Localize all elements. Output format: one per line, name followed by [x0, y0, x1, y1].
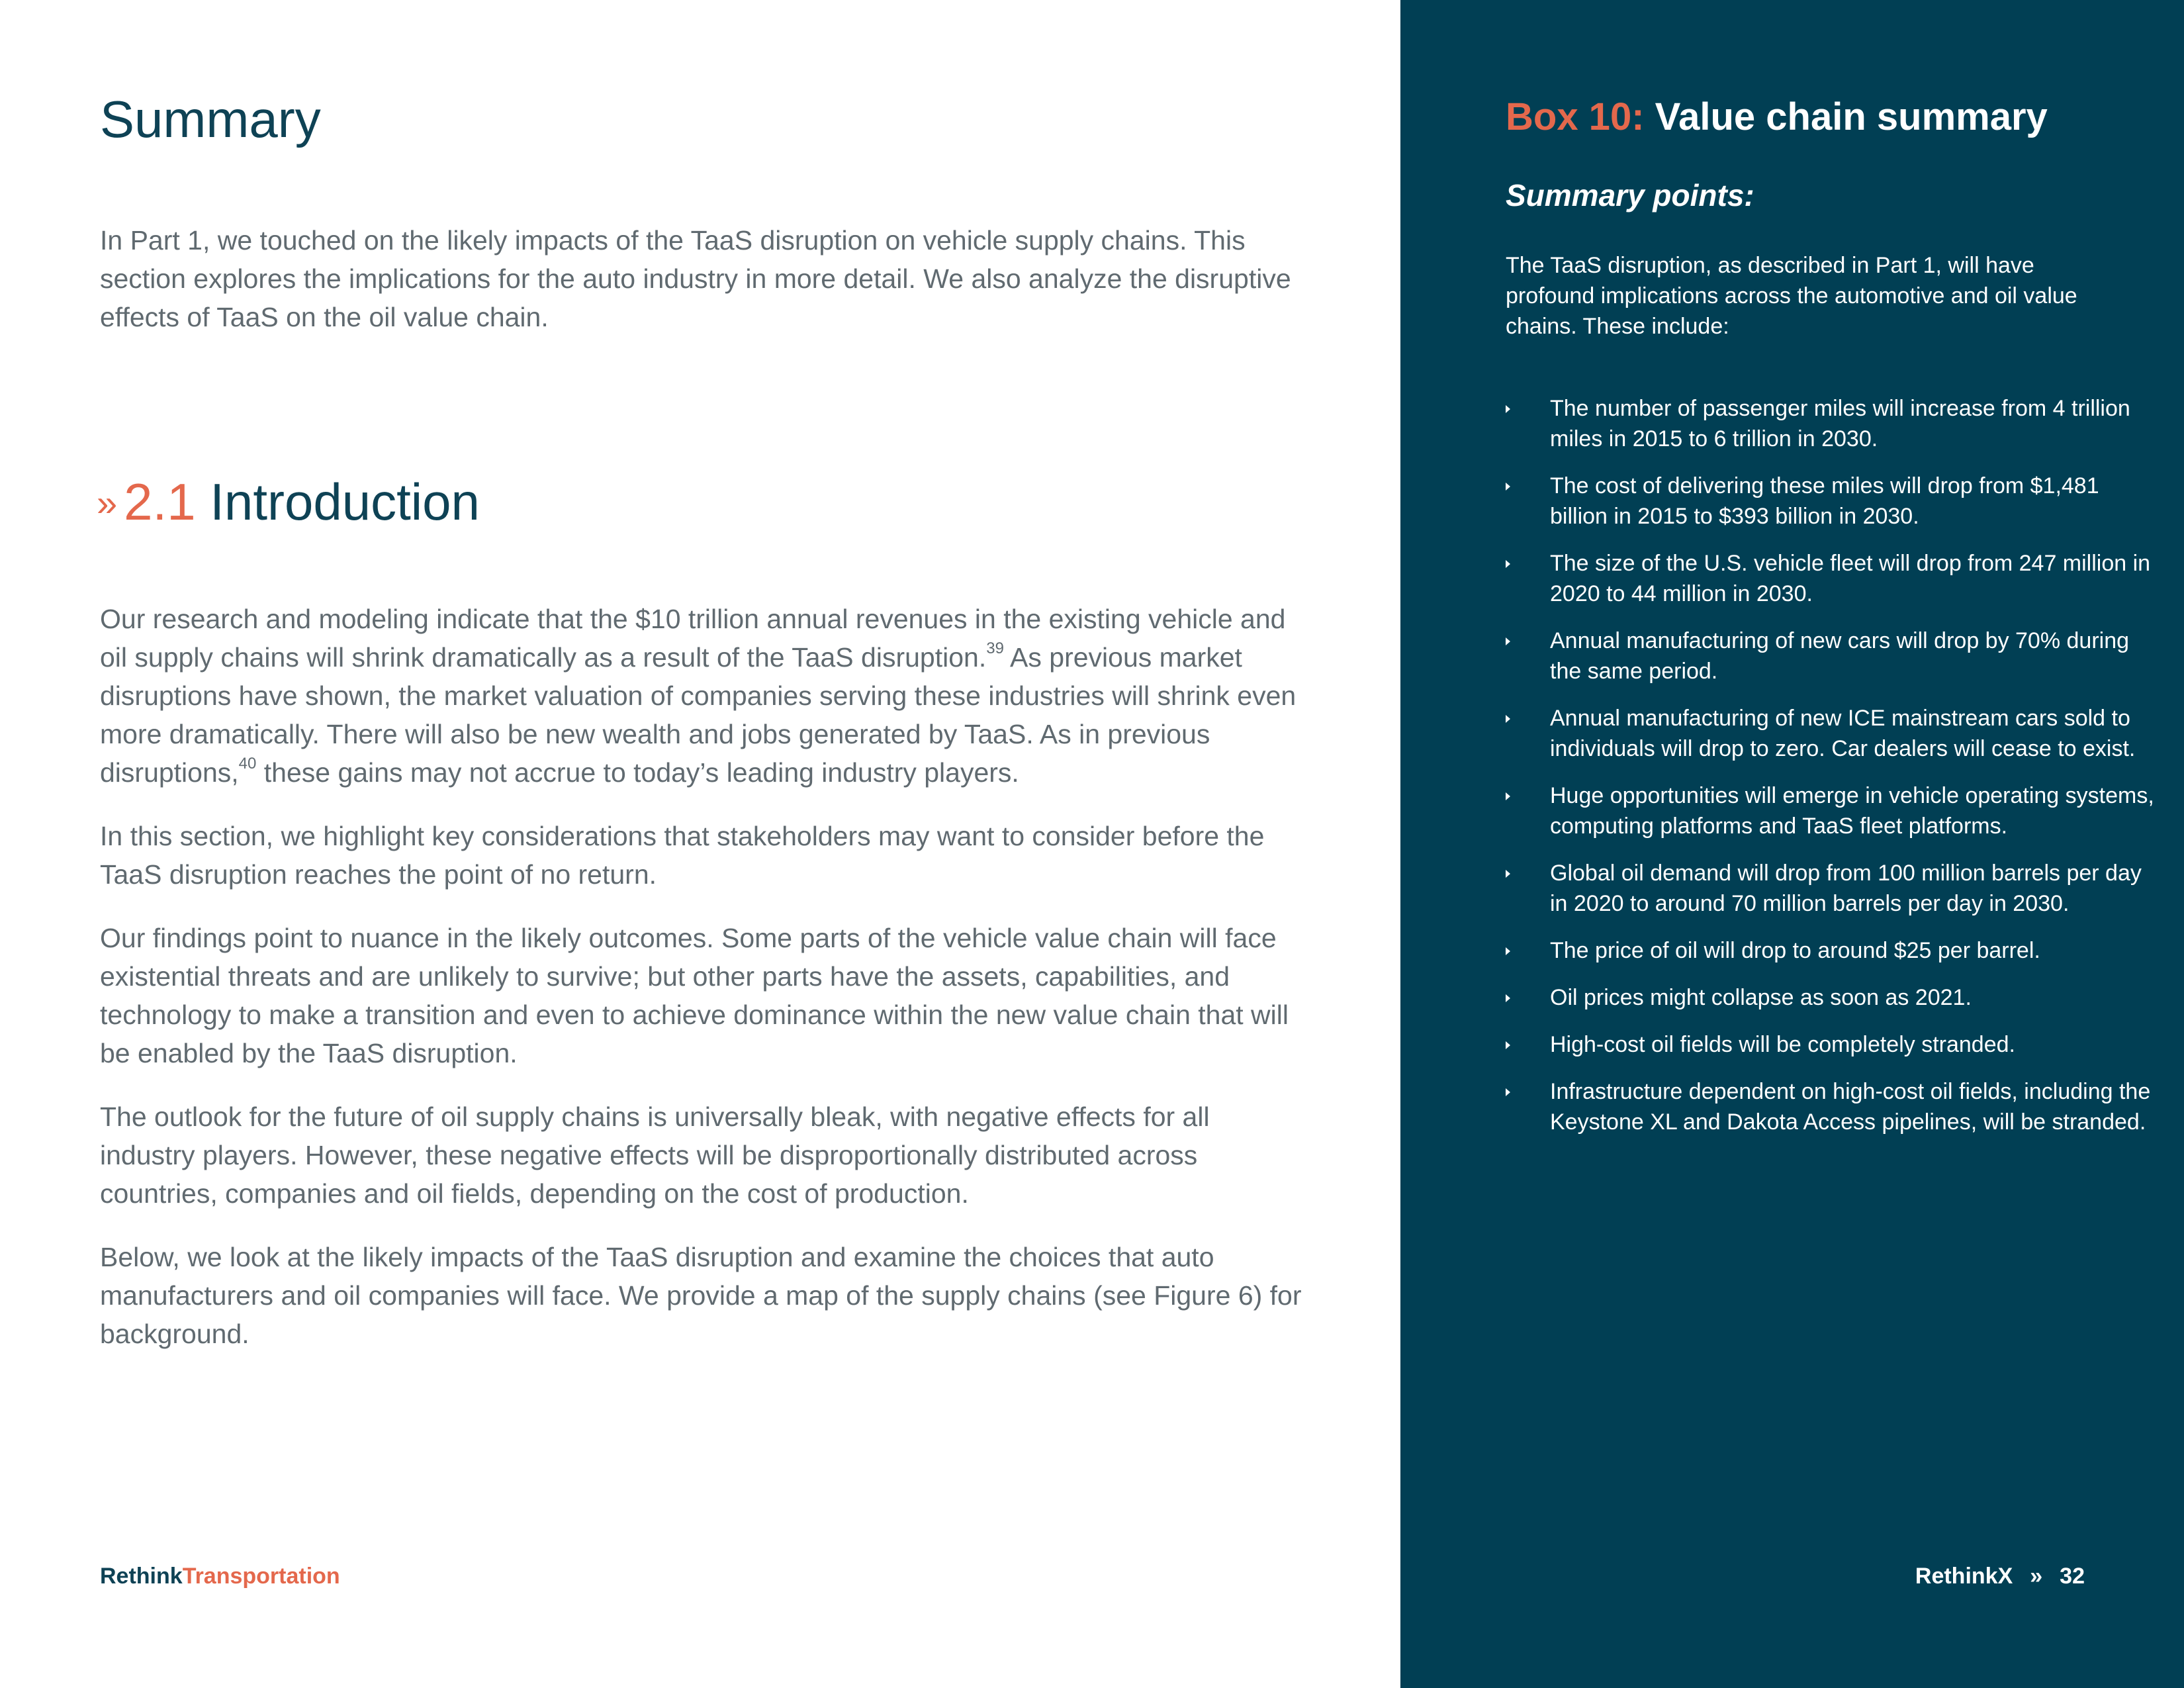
bullet-arrow-icon	[1506, 405, 1510, 413]
list-item-text: Annual manufacturing of new ICE mainstream cars sold to individuals will drop to zero. Car dealers will cease to exist.	[1550, 706, 2136, 761]
body-paragraph	[100, 600, 1311, 792]
footnote-ref-39[interactable]: 39	[986, 639, 1004, 657]
list-item-text: The number of passenger miles will increase from 4 trillion miles in 2015 to 6 trillion in 2030.	[1550, 396, 2130, 451]
page-title: Summary	[100, 90, 321, 148]
brand-rethink: Rethink	[100, 1564, 183, 1589]
bullet-arrow-icon	[1506, 483, 1510, 491]
footer-brand-logo	[100, 1564, 340, 1589]
bullet-arrow-icon	[1506, 715, 1510, 723]
body-paragraph: Our findings point to nuance in the likely outcomes. Some parts of the vehicle value chain will face existential threats and are unlikely to survive; but other parts have the assets, capabilities, and technology to make a transition and even to achieve dominance within the new value chain that will be enabled by the TaaS disruption.	[100, 923, 1289, 1068]
list-item-text: High-cost oil fields will be completely stranded.	[1550, 1032, 2015, 1057]
bullet-arrow-icon	[1506, 1088, 1510, 1096]
section-number: 2.1	[124, 473, 196, 531]
list-item-text: Huge opportunities will emerge in vehicle operating systems, computing platforms and TaaS fleet platforms.	[1550, 783, 2154, 839]
list-item-text: The price of oil will drop to around $25 per barrel.	[1550, 938, 2040, 963]
section-body	[100, 600, 1311, 1378]
body-paragraph: The outlook for the future of oil supply chains is universally bleak, with negative effects for all industry players. However, these negative effects will be disproportionally distributed across countries, companies and oil fields, depending on the cost of production.	[100, 1102, 1210, 1209]
list-item-text: Infrastructure dependent on high-cost oil fields, including the Keystone XL and Dakota Access pipelines, will be stranded.	[1550, 1079, 2151, 1135]
bullet-arrow-icon	[1506, 637, 1510, 645]
bullet-arrow-icon	[1506, 870, 1510, 878]
list-item-text: The size of the U.S. vehicle fleet will drop from 247 million in 2020 to 44 million in 2030.	[1550, 551, 2151, 606]
bullet-arrow-icon	[1506, 792, 1510, 800]
list-item	[1506, 982, 2161, 1013]
box-title	[1506, 95, 2048, 140]
section-chevron-icon: »	[97, 482, 118, 524]
body-paragraph: Below, we look at the likely impacts of the TaaS disruption and examine the choices that auto manufacturers and oil companies will face. We provide a map of the supply chains (see Figure 6) for background.	[100, 1242, 1302, 1349]
footer-brand: RethinkX	[1915, 1564, 2013, 1589]
list-item-text: The cost of delivering these miles will drop from $1,481 billion in 2015 to $393 billion in 2030.	[1550, 473, 2099, 529]
brand-transportation: Transportation	[182, 1564, 340, 1589]
list-item	[1506, 471, 2161, 532]
list-item-text: Oil prices might collapse as soon as 2021.	[1550, 985, 1972, 1010]
summary-box-panel	[1400, 0, 2184, 1688]
box-subheading: Summary points:	[1506, 178, 1754, 212]
box-label: Box 10:	[1506, 95, 1645, 138]
summary-points-list	[1506, 393, 2161, 1154]
list-item	[1506, 548, 2161, 609]
box-intro: The TaaS disruption, as described in Part 1, will have profound implications across the automotive and oil value chains. These include:	[1506, 253, 2077, 339]
list-item	[1506, 626, 2161, 686]
page-footer	[1915, 1564, 2085, 1589]
list-item	[1506, 858, 2161, 919]
body-paragraph: In this section, we highlight key considerations that stakeholders may want to consider before the TaaS disruption reaches the point of no return.	[100, 821, 1265, 890]
section-title: Introduction	[210, 473, 480, 531]
list-item-text: Global oil demand will drop from 100 million barrels per day in 2020 to around 70 million barrels per day in 2030.	[1550, 861, 2142, 916]
list-item	[1506, 1029, 2161, 1060]
body-text-run: these gains may not accrue to today’s leading industry players.	[256, 757, 1019, 788]
list-item	[1506, 393, 2161, 454]
bullet-arrow-icon	[1506, 560, 1510, 568]
list-item	[1506, 780, 2161, 841]
page-number: 32	[2060, 1564, 2085, 1589]
body-text-run: Our research and modeling indicate that the $10 trillion annual revenues in the existing vehicle and oil supply chains will shrink dramatically as a result of the TaaS disruption.	[100, 604, 1286, 673]
list-item	[1506, 935, 2161, 966]
box-title-text: Value chain summary	[1655, 95, 2048, 138]
bullet-arrow-icon	[1506, 1041, 1510, 1049]
section-heading	[97, 474, 480, 531]
list-item	[1506, 1076, 2161, 1137]
list-item-text: Annual manufacturing of new cars will drop by 70% during the same period.	[1550, 628, 2130, 684]
summary-intro-paragraph: In Part 1, we touched on the likely impacts of the TaaS disruption on vehicle supply chains. This section explores the implications for the auto industry in more detail. We also analyze the disruptive effects of TaaS on the oil value chain.	[100, 225, 1291, 332]
footnote-ref-40[interactable]: 40	[238, 755, 257, 773]
body-text-run: As previous market disruptions have shown, the market valuation of companies serving these industries will shrink even more dramatically. There will also be new wealth and jobs generated by TaaS. As in previous disruptions,	[100, 642, 1297, 788]
list-item	[1506, 703, 2161, 764]
footer-chevron-icon: »	[2030, 1564, 2043, 1589]
bullet-arrow-icon	[1506, 947, 1510, 955]
bullet-arrow-icon	[1506, 994, 1510, 1002]
